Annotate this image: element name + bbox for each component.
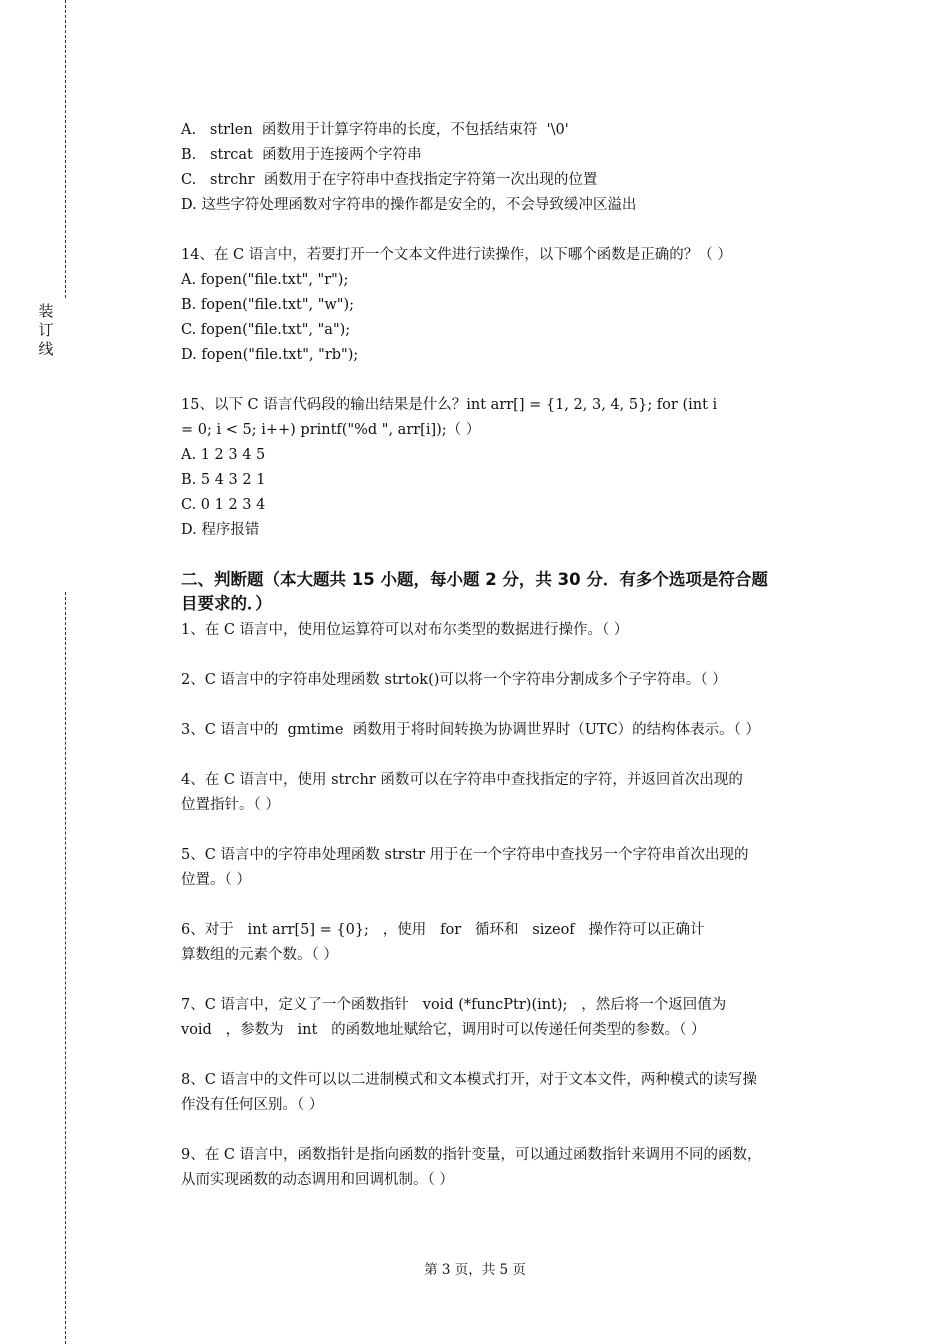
page-footer: 第 3 页，共 5 页 — [424, 1262, 526, 1278]
option-c: C. 0 1 2 3 4 — [181, 497, 266, 513]
question-stem-cont: = 0; i < 5; i++) printf("%d ", arr[i]);（ ） — [181, 422, 481, 438]
question-15 — [181, 393, 843, 543]
question-text: 2、C 语言中的字符串处理函数 strtok()可以将一个字符串分割成多个子字符串。（ ） — [181, 672, 727, 688]
question-text: 3、C 语言中的 gmtime 函数用于将时间转换为协调世界时（UTC）的结构体表示。（ ） — [181, 722, 761, 738]
question-text-cont: 从而实现函数的动态调用和回调机制。（ ） — [181, 1172, 454, 1188]
question-stem: 14、在 C 语言中，若要打开一个文本文件进行读操作，以下哪个函数是正确的？（ ） — [181, 247, 732, 263]
option-a: A. 1 2 3 4 5 — [181, 447, 266, 463]
tf-question-2 — [181, 668, 843, 693]
option-b: B. fopen("file.txt", "w"); — [181, 297, 355, 313]
tf-question-9 — [181, 1143, 843, 1193]
page-content — [181, 118, 843, 1218]
section-heading-line: 二、判断题（本大题共 15 小题，每小题 2 分，共 30 分．有多个选项是符合题 — [181, 570, 768, 589]
tf-question-3 — [181, 718, 843, 743]
question-text: 9、在 C 语言中，函数指针是指向函数的指针变量，可以通过函数指针来调用不同的函数， — [181, 1147, 762, 1163]
option-c: C. strchr 函数用于在字符串中查找指定字符第一次出现的位置 — [181, 172, 598, 188]
option-d: D. 程序报错 — [181, 522, 260, 538]
binding-label: 装 订 线 — [38, 302, 54, 358]
question-stem: 15、以下 C 语言代码段的输出结果是什么？int arr[] = {1, 2, 3, 4, 5}; for (int i — [181, 397, 718, 413]
question-text-cont: 算数组的元素个数。（ ） — [181, 947, 338, 963]
question-14 — [181, 243, 843, 368]
question-text-cont: 位置指针。（ ） — [181, 797, 280, 813]
question-13-options — [181, 118, 843, 218]
tf-question-6 — [181, 918, 843, 968]
option-b: B. strcat 函数用于连接两个字符串 — [181, 147, 422, 163]
question-text: 1、在 C 语言中，使用位运算符可以对布尔类型的数据进行操作。（ ） — [181, 622, 629, 638]
question-text: 8、C 语言中的文件可以以二进制模式和文本模式打开，对于文本文件，两种模式的读写操 — [181, 1072, 757, 1088]
tf-question-8 — [181, 1068, 843, 1118]
option-c: C. fopen("file.txt", "a"); — [181, 322, 351, 338]
option-d: D. fopen("file.txt", "rb"); — [181, 347, 359, 363]
tf-question-7 — [181, 993, 843, 1043]
question-text-cont: void ，参数为 int 的函数地址赋给它，调用时可以传递任何类型的参数。（ ） — [181, 1022, 706, 1038]
section-heading — [181, 568, 843, 616]
binding-line-bottom — [65, 592, 66, 1344]
option-b: B. 5 4 3 2 1 — [181, 472, 266, 488]
question-text-cont: 位置。（ ） — [181, 872, 251, 888]
tf-question-4 — [181, 768, 843, 818]
question-text-cont: 作没有任何区别。（ ） — [181, 1097, 324, 1113]
tf-question-1 — [181, 618, 843, 643]
tf-question-5 — [181, 843, 843, 893]
binding-line-top — [65, 0, 66, 298]
question-text: 7、C 语言中，定义了一个函数指针 void (*funcPtr)(int); ，然后将一个返回值为 — [181, 997, 727, 1013]
question-text: 6、对于 int arr[5] = {0}; ，使用 for 循环和 sizeof 操作符可以正确计 — [181, 922, 705, 938]
option-d: D. 这些字符处理函数对字符串的操作都是安全的，不会导致缓冲区溢出 — [181, 197, 637, 213]
option-a: A. fopen("file.txt", "r"); — [181, 272, 349, 288]
option-a: A. strlen 函数用于计算字符串的长度，不包括结束符 '\0' — [181, 122, 569, 138]
section-heading-line: 目要求的．） — [181, 594, 272, 613]
question-text: 4、在 C 语言中，使用 strchr 函数可以在字符串中查找指定的字符，并返回首次出现的 — [181, 772, 743, 788]
question-text: 5、C 语言中的字符串处理函数 strstr 用于在一个字符串中查找另一个字符串首次出现的 — [181, 847, 749, 863]
